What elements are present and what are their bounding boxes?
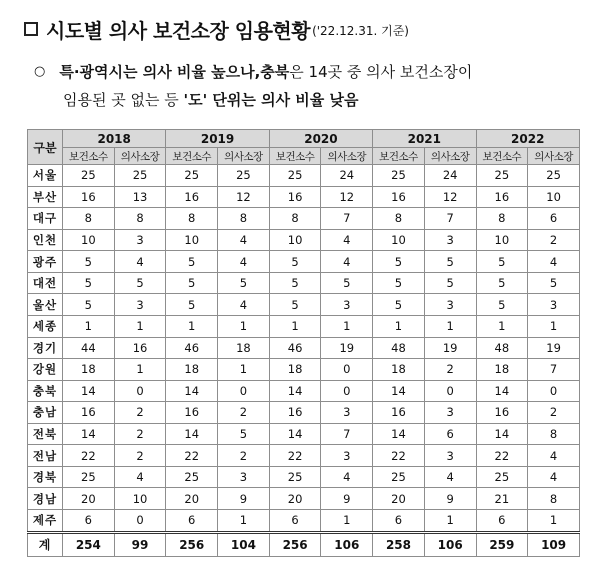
doctor-heads-cell: 5 — [321, 272, 373, 294]
checkbox-square-icon — [24, 22, 38, 36]
doctor-heads-cell: 3 — [114, 294, 166, 316]
doctor-heads-cell: 10 — [528, 186, 580, 208]
doctor-heads-cell: 104 — [218, 532, 270, 556]
doctor-heads-cell: 19 — [424, 337, 476, 359]
doctor-heads-cell: 8 — [528, 423, 580, 445]
centers-count-cell: 5 — [373, 294, 425, 316]
centers-count-cell: 6 — [166, 510, 218, 533]
subheader-centers: 보건소수 — [373, 148, 425, 165]
centers-count-cell: 8 — [166, 208, 218, 230]
doctor-heads-cell: 1 — [114, 359, 166, 381]
centers-count-cell: 16 — [373, 402, 425, 424]
table-row — [28, 229, 580, 251]
doctor-heads-cell: 4 — [528, 466, 580, 488]
doctor-heads-cell: 8 — [114, 208, 166, 230]
doctor-heads-cell: 5 — [114, 272, 166, 294]
centers-count-cell: 18 — [63, 359, 115, 381]
doctor-heads-cell: 2 — [218, 445, 270, 467]
table-row — [28, 208, 580, 230]
centers-count-cell: 14 — [269, 380, 321, 402]
doctor-heads-cell: 3 — [424, 445, 476, 467]
doctor-heads-cell: 1 — [528, 315, 580, 337]
title-main: 시도별 의사 보건소장 임용현황 — [46, 18, 311, 43]
centers-count-cell: 22 — [269, 445, 321, 467]
centers-count-cell: 14 — [373, 380, 425, 402]
summary-text-1: 특·광역시는 의사 비율 높으나, — [59, 63, 261, 81]
centers-count-cell: 8 — [63, 208, 115, 230]
doctor-heads-cell: 4 — [528, 251, 580, 273]
doctor-heads-cell: 2 — [528, 229, 580, 251]
table-row — [28, 294, 580, 316]
region-cell: 인천 — [28, 229, 63, 251]
centers-count-cell: 16 — [63, 402, 115, 424]
doctor-heads-cell: 10 — [114, 488, 166, 510]
centers-count-cell: 5 — [269, 272, 321, 294]
year-header-row — [28, 130, 580, 148]
doctor-heads-cell: 99 — [114, 532, 166, 556]
doctor-heads-cell: 4 — [321, 251, 373, 273]
table-row — [28, 466, 580, 488]
centers-count-cell: 8 — [373, 208, 425, 230]
doctor-heads-cell: 4 — [424, 466, 476, 488]
subheader-doctor-heads: 의사소장 — [321, 148, 373, 165]
doctor-heads-cell: 2 — [528, 402, 580, 424]
doctor-heads-cell: 5 — [218, 423, 270, 445]
centers-count-cell: 1 — [269, 315, 321, 337]
region-cell: 강원 — [28, 359, 63, 381]
doctor-heads-cell: 0 — [424, 380, 476, 402]
doctor-heads-cell: 7 — [321, 208, 373, 230]
doctor-heads-cell: 12 — [424, 186, 476, 208]
centers-count-cell: 44 — [63, 337, 115, 359]
doctor-heads-cell: 4 — [218, 294, 270, 316]
centers-count-cell: 18 — [476, 359, 528, 381]
centers-count-cell: 16 — [476, 402, 528, 424]
doctor-heads-cell: 5 — [218, 272, 270, 294]
region-cell: 부산 — [28, 186, 63, 208]
doctor-heads-cell: 4 — [218, 251, 270, 273]
year-header: 2021 — [373, 130, 476, 148]
subheader-doctor-heads: 의사소장 — [424, 148, 476, 165]
centers-count-cell: 6 — [476, 510, 528, 533]
centers-count-cell: 1 — [476, 315, 528, 337]
centers-count-cell: 10 — [63, 229, 115, 251]
subheader-centers: 보건소수 — [269, 148, 321, 165]
summary-bullet — [34, 58, 582, 114]
doctor-heads-cell: 1 — [218, 315, 270, 337]
region-cell: 경남 — [28, 488, 63, 510]
doctor-heads-cell: 3 — [218, 466, 270, 488]
centers-count-cell: 6 — [373, 510, 425, 533]
centers-count-cell: 5 — [166, 294, 218, 316]
doctor-heads-cell: 3 — [321, 294, 373, 316]
centers-count-cell: 21 — [476, 488, 528, 510]
centers-count-cell: 1 — [373, 315, 425, 337]
centers-count-cell: 22 — [166, 445, 218, 467]
centers-count-cell: 5 — [269, 251, 321, 273]
doctor-heads-cell: 9 — [321, 488, 373, 510]
table-row — [28, 510, 580, 533]
centers-count-cell: 1 — [166, 315, 218, 337]
circle-bullet-icon: ○ — [34, 64, 46, 79]
doctor-heads-cell: 0 — [321, 359, 373, 381]
doctor-heads-cell: 1 — [424, 510, 476, 533]
region-cell: 대전 — [28, 272, 63, 294]
centers-count-cell: 5 — [63, 294, 115, 316]
centers-count-cell: 22 — [373, 445, 425, 467]
doctor-heads-cell: 9 — [424, 488, 476, 510]
doctor-heads-cell: 7 — [528, 359, 580, 381]
region-cell: 제주 — [28, 510, 63, 533]
doctor-heads-cell: 3 — [321, 445, 373, 467]
summary-text-4: 임용된 곳 없는 등 — [63, 91, 184, 109]
doctor-heads-cell: 18 — [218, 337, 270, 359]
total-row — [28, 532, 580, 556]
centers-count-cell: 5 — [63, 251, 115, 273]
doctor-heads-cell: 2 — [114, 423, 166, 445]
centers-count-cell: 16 — [63, 186, 115, 208]
doctor-heads-cell: 4 — [114, 251, 166, 273]
doctor-heads-cell: 4 — [528, 445, 580, 467]
doctor-heads-cell: 3 — [424, 402, 476, 424]
header-gubun: 구분 — [28, 130, 63, 165]
doctor-heads-cell: 25 — [528, 165, 580, 187]
centers-count-cell: 6 — [269, 510, 321, 533]
doctor-heads-cell: 5 — [528, 272, 580, 294]
centers-count-cell: 10 — [373, 229, 425, 251]
doctor-heads-cell: 19 — [321, 337, 373, 359]
doctor-heads-cell: 3 — [528, 294, 580, 316]
centers-count-cell: 18 — [373, 359, 425, 381]
document-title — [24, 16, 409, 42]
health-center-table — [27, 129, 580, 557]
region-cell: 전북 — [28, 423, 63, 445]
centers-count-cell: 14 — [166, 380, 218, 402]
region-cell: 광주 — [28, 251, 63, 273]
centers-count-cell: 25 — [373, 466, 425, 488]
table-row — [28, 251, 580, 273]
doctor-heads-cell: 0 — [218, 380, 270, 402]
centers-count-cell: 14 — [476, 380, 528, 402]
doctor-heads-cell: 1 — [218, 510, 270, 533]
doctor-heads-cell: 5 — [424, 251, 476, 273]
doctor-heads-cell: 0 — [114, 510, 166, 533]
doctor-heads-cell: 12 — [218, 186, 270, 208]
centers-count-cell: 48 — [476, 337, 528, 359]
centers-count-cell: 14 — [63, 423, 115, 445]
centers-count-cell: 46 — [166, 337, 218, 359]
centers-count-cell: 10 — [476, 229, 528, 251]
centers-count-cell: 25 — [63, 466, 115, 488]
subheader-doctor-heads: 의사소장 — [114, 148, 166, 165]
doctor-heads-cell: 2 — [218, 402, 270, 424]
doctor-heads-cell: 4 — [321, 229, 373, 251]
centers-count-cell: 5 — [373, 272, 425, 294]
region-cell: 울산 — [28, 294, 63, 316]
centers-count-cell: 5 — [476, 294, 528, 316]
centers-count-cell: 5 — [476, 251, 528, 273]
doctor-heads-cell: 0 — [114, 380, 166, 402]
centers-count-cell: 25 — [269, 466, 321, 488]
table-row — [28, 337, 580, 359]
doctor-heads-cell: 25 — [114, 165, 166, 187]
centers-count-cell: 14 — [63, 380, 115, 402]
centers-count-cell: 6 — [63, 510, 115, 533]
region-cell: 경기 — [28, 337, 63, 359]
doctor-heads-cell: 13 — [114, 186, 166, 208]
doctor-heads-cell: 1 — [114, 315, 166, 337]
doctor-heads-cell: 6 — [424, 423, 476, 445]
table-row — [28, 445, 580, 467]
table-row — [28, 402, 580, 424]
doctor-heads-cell: 9 — [218, 488, 270, 510]
table-row — [28, 272, 580, 294]
table-row — [28, 186, 580, 208]
doctor-heads-cell: 0 — [528, 380, 580, 402]
table-body — [28, 165, 580, 557]
centers-count-cell: 16 — [166, 186, 218, 208]
table-row — [28, 488, 580, 510]
year-header: 2022 — [476, 130, 580, 148]
doctor-heads-cell: 2 — [424, 359, 476, 381]
centers-count-cell: 256 — [269, 532, 321, 556]
centers-count-cell: 16 — [476, 186, 528, 208]
summary-text-3: 은 14곳 중 의사 보건소장이 — [289, 63, 473, 81]
subheader-centers: 보건소수 — [476, 148, 528, 165]
doctor-heads-cell: 4 — [218, 229, 270, 251]
centers-count-cell: 20 — [166, 488, 218, 510]
year-header: 2019 — [166, 130, 269, 148]
doctor-heads-cell: 24 — [424, 165, 476, 187]
subheader-centers: 보건소수 — [63, 148, 115, 165]
doctor-heads-cell: 4 — [321, 466, 373, 488]
region-cell: 서울 — [28, 165, 63, 187]
centers-count-cell: 1 — [63, 315, 115, 337]
doctor-heads-cell: 8 — [528, 488, 580, 510]
doctor-heads-cell: 2 — [114, 445, 166, 467]
centers-count-cell: 20 — [269, 488, 321, 510]
doctor-heads-cell: 12 — [321, 186, 373, 208]
doctor-heads-cell: 16 — [114, 337, 166, 359]
doctor-heads-cell: 3 — [321, 402, 373, 424]
table-row — [28, 165, 580, 187]
table-row — [28, 315, 580, 337]
centers-count-cell: 25 — [476, 466, 528, 488]
centers-count-cell: 46 — [269, 337, 321, 359]
subheader-row — [28, 148, 580, 165]
region-cell: 대구 — [28, 208, 63, 230]
centers-count-cell: 5 — [63, 272, 115, 294]
doctor-heads-cell: 1 — [528, 510, 580, 533]
centers-count-cell: 5 — [269, 294, 321, 316]
region-cell: 전남 — [28, 445, 63, 467]
centers-count-cell: 5 — [373, 251, 425, 273]
title-date-note: ('22.12.31. 기준) — [312, 23, 409, 38]
doctor-heads-cell: 19 — [528, 337, 580, 359]
centers-count-cell: 25 — [476, 165, 528, 187]
doctor-heads-cell: 3 — [424, 229, 476, 251]
doctor-heads-cell: 109 — [528, 532, 580, 556]
table-row — [28, 423, 580, 445]
centers-count-cell: 14 — [166, 423, 218, 445]
doctor-heads-cell: 0 — [321, 380, 373, 402]
centers-count-cell: 18 — [269, 359, 321, 381]
doctor-heads-cell: 7 — [321, 423, 373, 445]
centers-count-cell: 258 — [373, 532, 425, 556]
subheader-doctor-heads: 의사소장 — [218, 148, 270, 165]
region-cell: 세종 — [28, 315, 63, 337]
centers-count-cell: 22 — [63, 445, 115, 467]
doctor-heads-cell: 106 — [321, 532, 373, 556]
doctor-heads-cell: 3 — [424, 294, 476, 316]
centers-count-cell: 14 — [373, 423, 425, 445]
doctor-heads-cell: 106 — [424, 532, 476, 556]
centers-count-cell: 254 — [63, 532, 115, 556]
centers-count-cell: 8 — [269, 208, 321, 230]
centers-count-cell: 16 — [269, 402, 321, 424]
doctor-heads-cell: 3 — [114, 229, 166, 251]
centers-count-cell: 259 — [476, 532, 528, 556]
doctor-heads-cell: 25 — [218, 165, 270, 187]
doctor-heads-cell: 1 — [424, 315, 476, 337]
centers-count-cell: 22 — [476, 445, 528, 467]
table-row — [28, 380, 580, 402]
centers-count-cell: 5 — [166, 272, 218, 294]
summary-text-2: 충북 — [260, 63, 290, 81]
summary-text-5: '도' 단위는 의사 비율 낮음 — [183, 91, 359, 109]
subheader-doctor-heads: 의사소장 — [528, 148, 580, 165]
centers-count-cell: 25 — [166, 165, 218, 187]
centers-count-cell: 14 — [476, 423, 528, 445]
centers-count-cell: 25 — [373, 165, 425, 187]
table-row — [28, 359, 580, 381]
centers-count-cell: 5 — [476, 272, 528, 294]
centers-count-cell: 25 — [166, 466, 218, 488]
centers-count-cell: 8 — [476, 208, 528, 230]
doctor-heads-cell: 5 — [424, 272, 476, 294]
centers-count-cell: 256 — [166, 532, 218, 556]
doctor-heads-cell: 8 — [218, 208, 270, 230]
centers-count-cell: 48 — [373, 337, 425, 359]
centers-count-cell: 16 — [166, 402, 218, 424]
region-cell: 충북 — [28, 380, 63, 402]
doctor-heads-cell: 1 — [321, 510, 373, 533]
centers-count-cell: 18 — [166, 359, 218, 381]
doctor-heads-cell: 1 — [218, 359, 270, 381]
doctor-heads-cell: 4 — [114, 466, 166, 488]
centers-count-cell: 25 — [269, 165, 321, 187]
doctor-heads-cell: 7 — [424, 208, 476, 230]
year-header: 2018 — [63, 130, 166, 148]
centers-count-cell: 16 — [373, 186, 425, 208]
region-cell: 경북 — [28, 466, 63, 488]
centers-count-cell: 16 — [269, 186, 321, 208]
total-label: 계 — [28, 532, 63, 556]
doctor-heads-cell: 6 — [528, 208, 580, 230]
centers-count-cell: 20 — [373, 488, 425, 510]
centers-count-cell: 20 — [63, 488, 115, 510]
subheader-centers: 보건소수 — [166, 148, 218, 165]
centers-count-cell: 10 — [269, 229, 321, 251]
doctor-heads-cell: 2 — [114, 402, 166, 424]
year-header: 2020 — [269, 130, 372, 148]
region-cell: 충남 — [28, 402, 63, 424]
centers-count-cell: 10 — [166, 229, 218, 251]
centers-count-cell: 25 — [63, 165, 115, 187]
doctor-heads-cell: 24 — [321, 165, 373, 187]
centers-count-cell: 5 — [166, 251, 218, 273]
centers-count-cell: 14 — [269, 423, 321, 445]
doctor-heads-cell: 1 — [321, 315, 373, 337]
